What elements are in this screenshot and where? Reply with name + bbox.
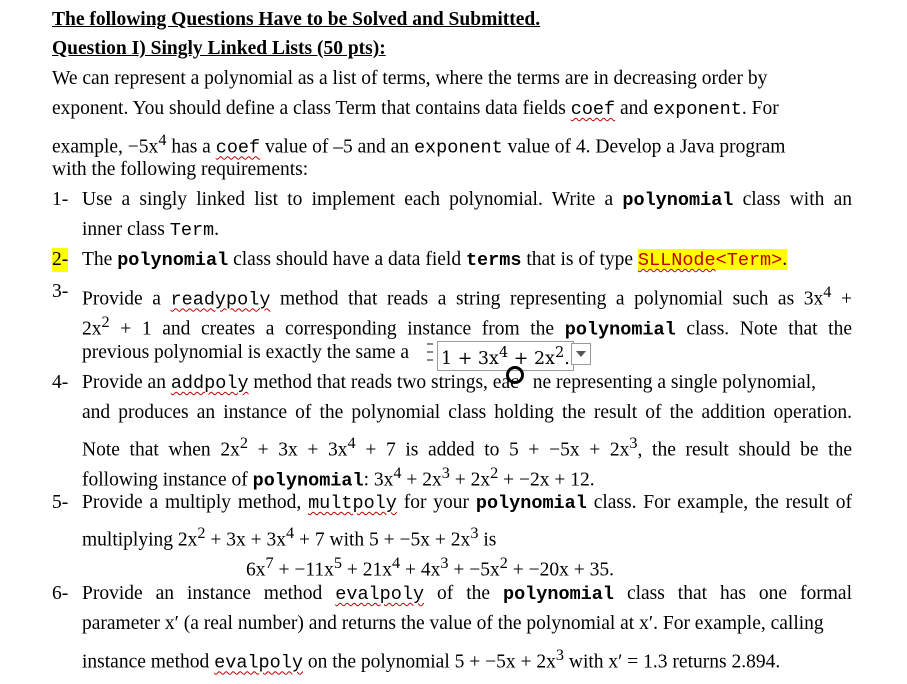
code-exponent: exponent: [413, 137, 503, 159]
mouse-cursor-icon: [506, 366, 524, 384]
code-evalpoly: evalpoly: [335, 584, 425, 605]
list-number: 6-: [52, 583, 69, 604]
list-item-4-line-3: Note that when $2x^2 + 3x + 3x^4 + 7$ is added to $5 + -5x + 2x^3$, the result should be the: [82, 434, 852, 461]
list-item-1-line-2: inner class Term.: [82, 219, 220, 241]
list-item-5-line-2: multiplying $2x^2 + 3x + 3x^4 + 7$ with $5 + -5x + 2x^3$ is: [82, 524, 497, 551]
intro-line-2: exponent. You should define a class Term that contains data fields coef and exponent. For: [52, 98, 779, 120]
list-number: 2-: [52, 249, 69, 270]
equation-drag-handle-icon[interactable]: [425, 340, 435, 364]
code-polynomial: polynomial: [117, 250, 229, 271]
list-item-5-line-1: Provide a multiply method, multpoly for your polynomial class. For example, the result of: [82, 492, 852, 514]
list-item-3-line-1: Provide a readypoly method that reads a string representing a polynomial such as $3x^4$ +: [82, 283, 852, 311]
intro-line-1: We can represent a polynomial as a list of terms, where the terms are in decreasing order by: [52, 68, 768, 89]
code-polynomial: polynomial: [564, 319, 676, 341]
code-term: Term: [169, 220, 215, 241]
code-polynomial: polynomial: [622, 190, 734, 211]
code-sllnode: SLLNode: [637, 250, 716, 271]
list-item-3-line-2: $2x^2 + 1$ and creates a corresponding instance from the polynomial class. Note that the: [82, 313, 852, 341]
code-polynomial: polynomial: [252, 470, 364, 492]
code-generic-term: <Term>: [715, 250, 783, 271]
equation-box[interactable]: $1 + 3x^4 + 2x^2$.: [437, 341, 574, 371]
list-item-4-line-4: following instance of polynomial: $3x^4 + 2x^3 + 2x^2 + -2x + 12$.: [82, 464, 595, 492]
list-item-4-line-1: Provide an addpoly method that reads two strings, eac ne representing a single polynomial,: [82, 372, 816, 394]
code-polynomial: polynomial: [475, 493, 587, 514]
list-item-4-line-2: and produces an instance of the polynomial class holding the result of the addition operation.: [82, 402, 852, 423]
list-item-6-line-2: parameter x′ (a real number) and returns the value of the polynomial at x′. For example, calling: [82, 613, 824, 634]
list-item-6-line-1: Provide an instance method evalpoly of the polynomial class that has one formal: [82, 583, 852, 605]
page-title: The following Questions Have to be Solved and Submitted.: [52, 9, 541, 30]
list-item-6-line-3: instance method evalpoly on the polynomial $5 + -5x + 2x^3$ with x′ = 1.3 returns 2.894.: [82, 646, 781, 674]
chevron-down-icon: [576, 351, 586, 357]
multiply-result: $6x^7 + -11x^5 + 21x^4 + 4x^3 + -5x^2 + -20x + 35$.: [246, 554, 615, 581]
code-terms: terms: [465, 250, 522, 271]
code-exponent: exponent: [653, 99, 742, 120]
code-readypoly: readypoly: [170, 289, 271, 311]
list-item-2: The polynomial class should have a data field terms that is of type SLLNode<Term>.: [82, 249, 788, 271]
list-number: 4-: [52, 372, 69, 393]
code-polynomial: polynomial: [502, 584, 614, 605]
list-number: 3-: [52, 281, 69, 302]
list-number: 5-: [52, 492, 69, 513]
list-item-1-line-1: Use a singly linked list to implement each polynomial. Write a polynomial class with an: [82, 189, 852, 211]
intro-line-3: example, $-5x^4$ has a coef value of –5 and an exponent value of 4. Develop a Java program: [52, 131, 786, 159]
equation-options-button[interactable]: [571, 343, 591, 365]
code-coef: coef: [215, 137, 261, 159]
list-item-3-line-3: previous polynomial is exactly the same a: [82, 342, 410, 363]
code-multpoly: multpoly: [308, 493, 397, 514]
list-number: 1-: [52, 189, 69, 210]
intro-line-4: with the following requirements:: [52, 159, 309, 180]
code-evalpoly: evalpoly: [214, 652, 303, 674]
code-addpoly: addpoly: [170, 373, 249, 394]
code-coef: coef: [570, 99, 616, 120]
question-heading: Question I) Singly Linked Lists (50 pts):: [52, 38, 386, 59]
